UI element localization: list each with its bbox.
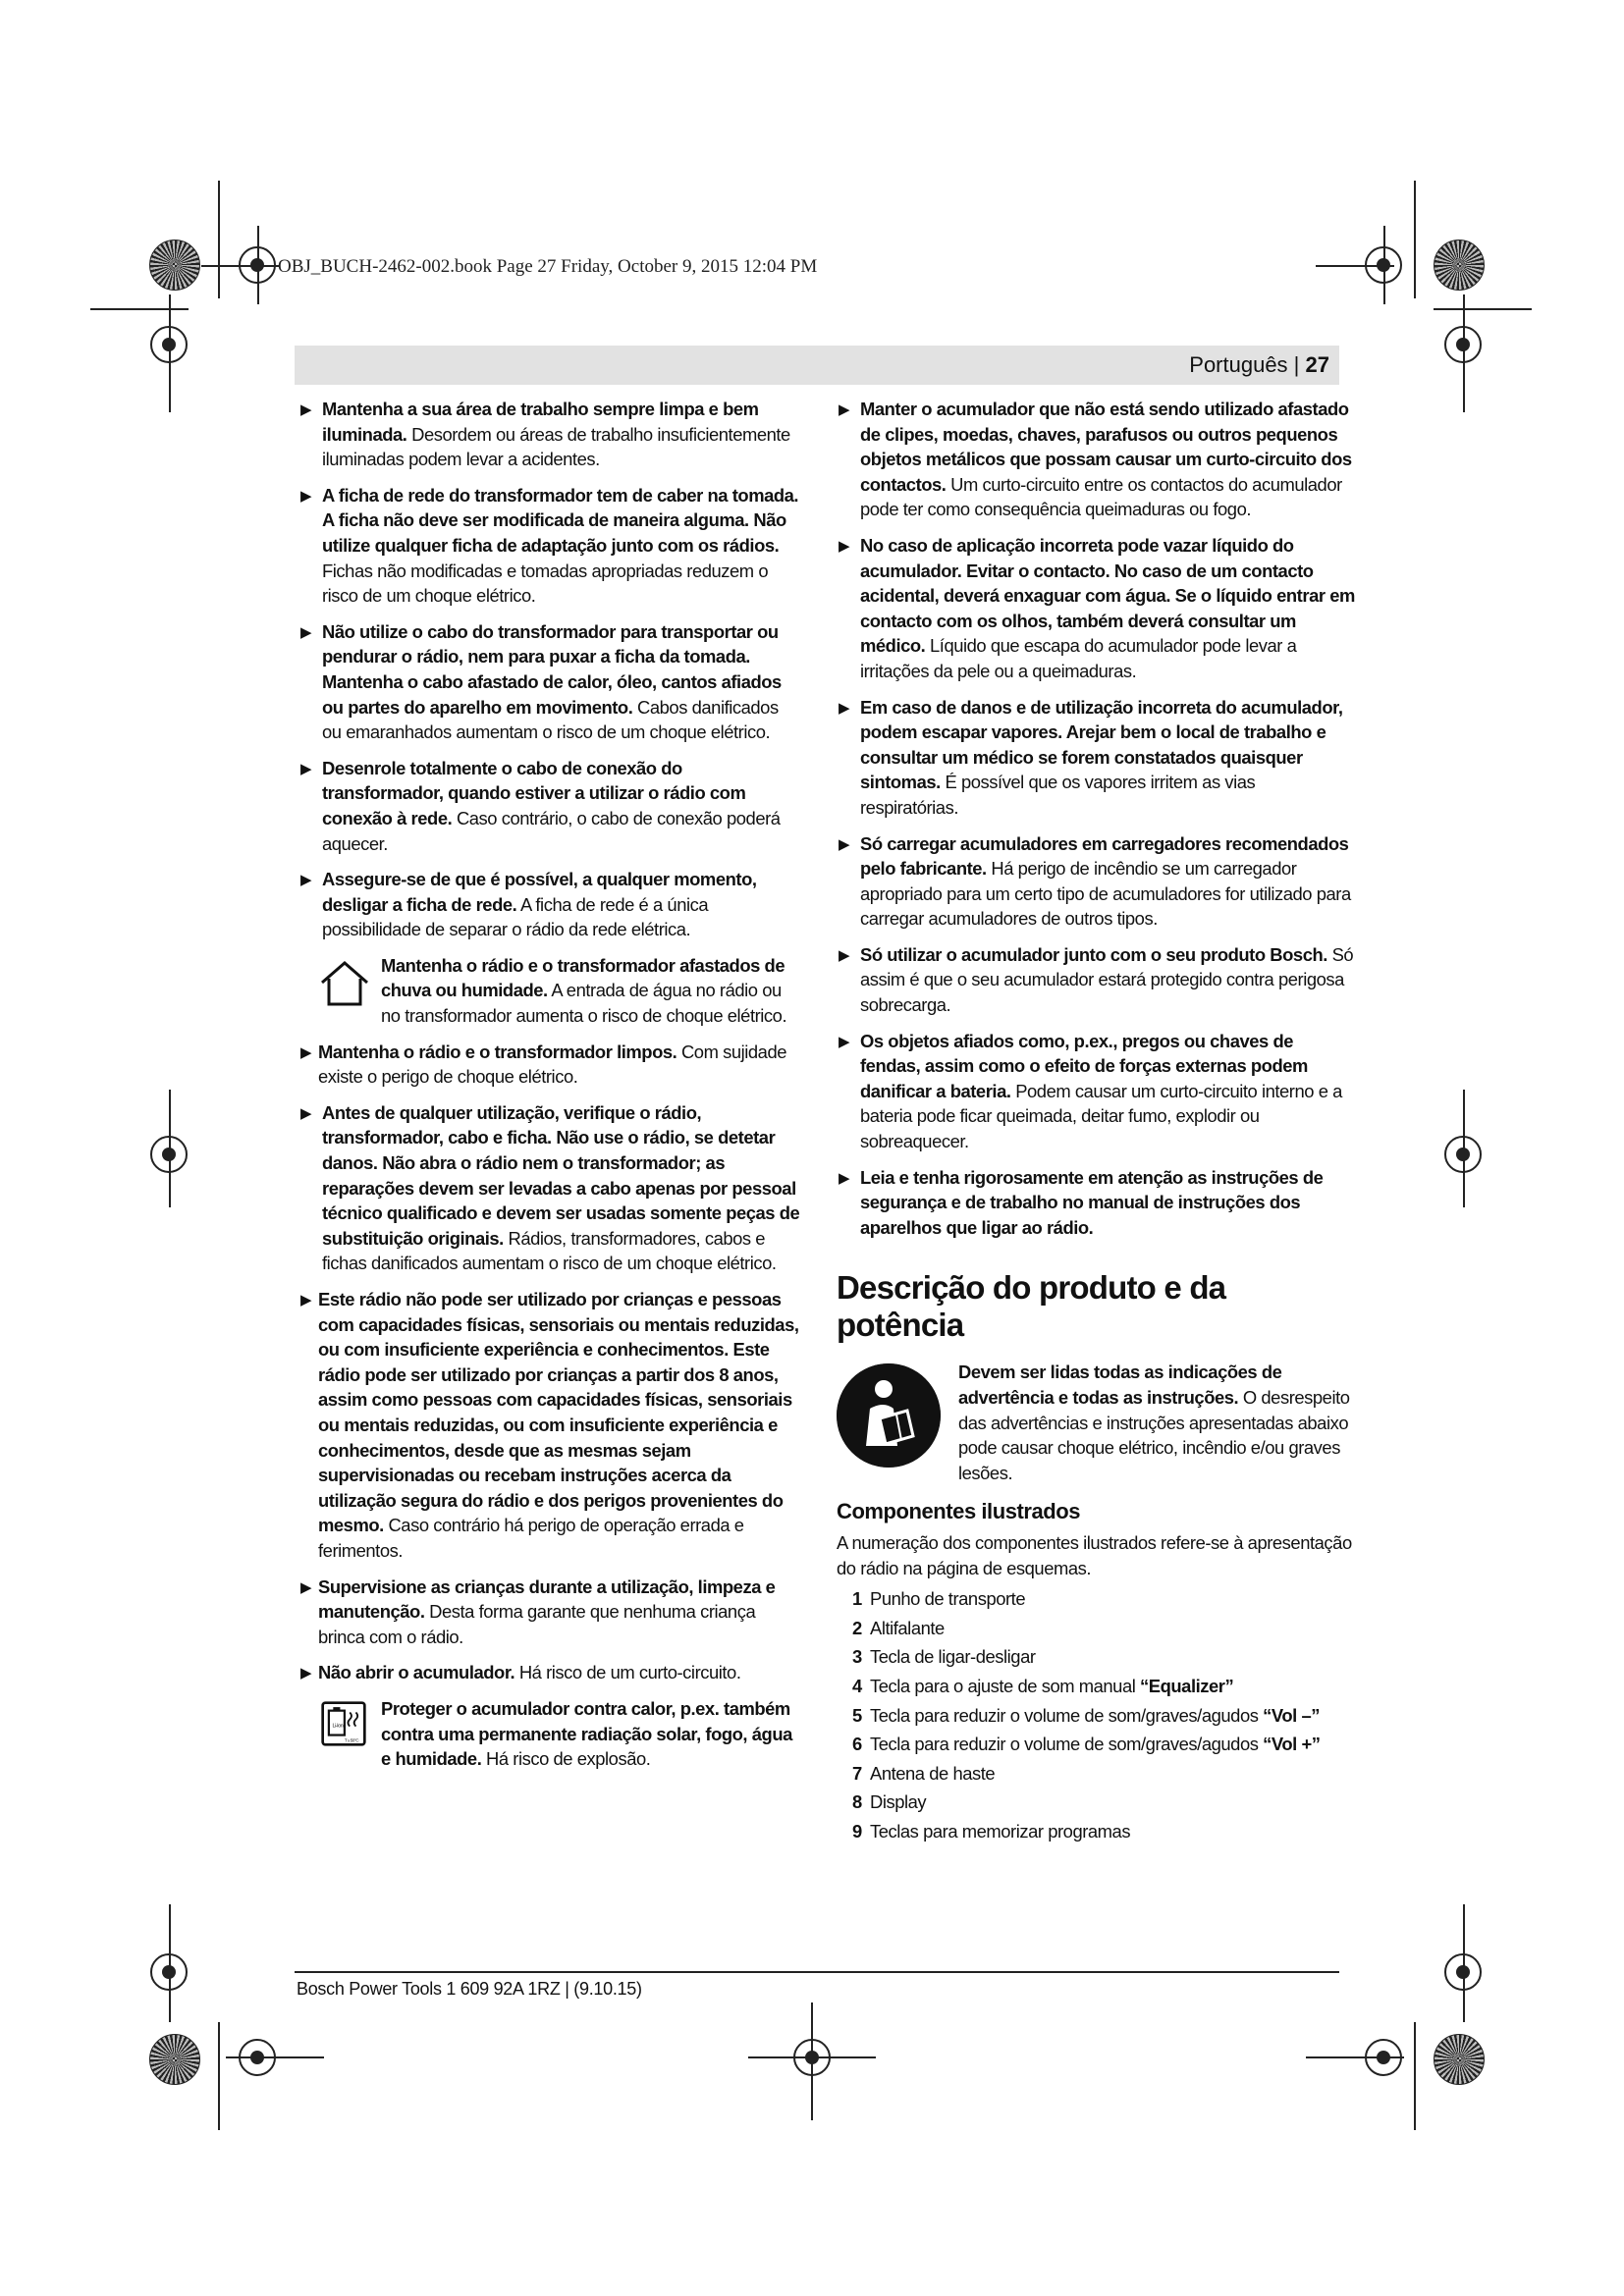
safety-item: ▶ Em caso de danos e de utilização incorreta do acumulador, podem escapar vapores. Arejar bem o local de trabalho e consultar um médico se forem constatados quaisquer sintomas. É possível que os vapores irritem as vias respiratórias. bbox=[839, 696, 1343, 818]
safety-item: ▶ Mantenha o rádio e o transformador limpos. Com sujidade existe o perigo de choque elétrico. bbox=[300, 1041, 787, 1088]
list-item: 2 Altifalante bbox=[852, 1617, 945, 1638]
safety-item: ▶ Os objetos afiados como, p.ex., pregos ou chaves de fendas, assim como o efeito de forças externas podem danificar a bateria. Podem causar um curto-circuito interno e a bateria pode ficar queimada, deitar fumo, explodir ou sobreaquecer. bbox=[839, 1030, 1342, 1152]
bullet-triangle-icon: ▶ bbox=[300, 623, 312, 641]
safety-item: ▶ Não abrir o acumulador. Há risco de um curto-circuito. bbox=[298, 1660, 801, 1685]
crop-mark bbox=[1383, 226, 1385, 304]
registration-crosshair bbox=[1444, 326, 1482, 363]
list-item: 3 Tecla de ligar-desligar bbox=[852, 1646, 1036, 1668]
bullet-triangle-icon: ▶ bbox=[300, 1578, 312, 1596]
registration-rosette-top-left bbox=[149, 240, 200, 291]
page-footer: Bosch Power Tools 1 609 92A 1RZ | (9.10.15) bbox=[297, 1979, 642, 1999]
bullet-triangle-icon: ▶ bbox=[300, 1665, 312, 1682]
components-list bbox=[837, 1586, 1357, 1843]
safety-item: ▶ Antes de qualquer utilização, verifique o rádio, transformador, cabo e ficha. Não use o rádio, se detetar danos. Não abra o rádio nem o transformador; as reparações devem ser levadas a cabo apenas por pessoal técnico qualificado e devem ser usadas somente peças de substituição originais. Rádios, transformadores, cabos e fichas danificados aumentam o risco de um choque elétrico. bbox=[300, 1101, 800, 1274]
safety-item: ▶ Mantenha a sua área de trabalho sempre limpa e bem iluminada. Desordem ou áreas de trabalho insuficientemente iluminadas podem levar a acidentes. bbox=[300, 399, 790, 470]
bullet-triangle-icon: ▶ bbox=[839, 946, 850, 964]
indoor-only-warning: Mantenha o rádio e o transformador afastados de chuva ou humidade. A entrada de água no rádio ou no transformador aumenta o risco de choque elétrico. bbox=[298, 953, 801, 1029]
registration-crosshair bbox=[1444, 1136, 1482, 1173]
running-head-separator: | bbox=[1287, 352, 1306, 377]
page-number: 27 bbox=[1305, 352, 1329, 377]
left-column bbox=[298, 397, 801, 1783]
safety-item: ▶ Assegure-se de que é possível, a qualquer momento, desligar a ficha de rede. A ficha de rede é a única possibilidade de separar o rádio da rede elétrica. bbox=[300, 869, 757, 940]
crop-mark bbox=[1414, 181, 1416, 298]
bullet-triangle-icon: ▶ bbox=[300, 487, 312, 505]
bullet-triangle-icon: ▶ bbox=[839, 699, 850, 717]
running-head-band bbox=[295, 346, 1339, 385]
section-title: Descrição do produto e da potência bbox=[837, 1269, 1226, 1344]
registration-crosshair bbox=[1444, 1953, 1482, 1991]
bullet-triangle-icon: ▶ bbox=[300, 1292, 312, 1308]
running-head-language: Português bbox=[1189, 352, 1288, 377]
registration-crosshair bbox=[239, 2039, 276, 2076]
battery-icon-temp: T ≤ 50°C bbox=[344, 1737, 359, 1743]
list-item: 7 Antena de haste bbox=[852, 1762, 996, 1784]
read-manual-icon bbox=[837, 1363, 941, 1468]
registration-rosette-bottom-right bbox=[1434, 2034, 1485, 2085]
bullet-triangle-icon: ▶ bbox=[300, 760, 312, 777]
battery-icon-label: Li-Ion bbox=[332, 1723, 344, 1730]
bullet-triangle-icon: ▶ bbox=[300, 1104, 312, 1122]
list-item: 9 Teclas para memorizar programas bbox=[852, 1820, 1131, 1842]
list-item: 5 Tecla para reduzir o volume de som/graves/agudos “Vol –” bbox=[852, 1704, 1320, 1726]
crop-mark bbox=[90, 308, 189, 310]
bullet-triangle-icon: ▶ bbox=[300, 872, 312, 889]
safety-item: ▶ Manter o acumulador que não está sendo utilizado afastado de clipes, moedas, chaves, parafusos ou outros pequenos objetos metálicos que possam causar um curto-circuito dos contactos. Um curto-circuito entre os contactos do acumulador pode ter como consequência queimaduras ou fogo. bbox=[839, 399, 1352, 520]
safety-item: ▶ Não utilize o cabo do transformador para transportar ou pendurar o rádio, nem para puxar a ficha da tomada. Mantenha o cabo afastado de calor, óleo, cantos afiados ou partes do aparelho em movimento. Cabos danificados ou emaranhados aumentam o risco de um choque elétrico. bbox=[300, 620, 782, 743]
crop-mark bbox=[218, 181, 220, 298]
safety-item: ▶ Só carregar acumuladores em carregadores recomendados pelo fabricante. Há perigo de incêndio se um carregador apropriado para um certo tipo de acumuladores for utilizado para carregar acumuladores de outros tipos. bbox=[839, 832, 1351, 930]
safety-item: ▶ Só utilizar o acumulador junto com o seu produto Bosch. Só assim é que o seu acumulador estará protegido contra perigosa sobrecarga. bbox=[839, 943, 1354, 1016]
crop-mark bbox=[1434, 308, 1532, 310]
battery-heat-icon bbox=[320, 1700, 367, 1747]
crop-mark bbox=[218, 2022, 220, 2130]
safety-item: ▶ Desenrole totalmente o cabo de conexão do transformador, quando estiver a utilizar o rádio com conexão à rede. Caso contrário, o cabo de conexão poderá aquecer. bbox=[300, 757, 781, 854]
registration-crosshair bbox=[150, 1953, 188, 1991]
bullet-triangle-icon: ▶ bbox=[839, 537, 850, 555]
list-item: 8 Display bbox=[852, 1791, 927, 1813]
bullet-triangle-icon: ▶ bbox=[839, 1169, 850, 1187]
battery-heat-warning: Li-Ion T ≤ 50°C Proteger o acumulador contra calor, p.ex. também contra uma permanente radiação solar, fogo, água e humidade. Há risco de explosão. bbox=[298, 1696, 801, 1772]
registration-crosshair bbox=[1365, 2039, 1402, 2076]
list-item: 1 Punho de transporte bbox=[852, 1588, 1026, 1610]
registration-rosette-bottom-left bbox=[149, 2034, 200, 2085]
safety-item: ▶ Este rádio não pode ser utilizado por crianças e pessoas com capacidades físicas, sensoriais ou mentais reduzidas, ou com insuficiente experiência e conhecimentos. Este rádio pode ser utilizado por crianças a partir dos 8 anos, assim como pessoas com capacidades físicas, sensoriais ou mentais reduzidas, ou com insuficiente experiência e conhecimentos, desde que as mesmas sejam supervisionadas ou recebam instruções acerca da utilização segura do rádio e dos perigos provenientes do mesmo. Caso contrário há perigo de operação errada e ferimentos. bbox=[300, 1289, 799, 1561]
bullet-triangle-icon: ▶ bbox=[839, 401, 850, 418]
bullet-triangle-icon: ▶ bbox=[300, 1043, 312, 1061]
subsection-title: Componentes ilustrados bbox=[837, 1499, 1081, 1524]
list-item: 6 Tecla para reduzir o volume de som/graves/agudos “Vol +” bbox=[852, 1734, 1321, 1755]
registration-crosshair bbox=[793, 2039, 831, 2076]
bullet-triangle-icon: ▶ bbox=[839, 835, 850, 853]
registration-crosshair bbox=[150, 326, 188, 363]
right-column bbox=[837, 397, 1357, 1848]
registration-rosette-top-right bbox=[1434, 240, 1485, 291]
registration-crosshair bbox=[150, 1136, 188, 1173]
footer-rule bbox=[295, 1971, 1339, 1973]
safety-item: ▶ No caso de aplicação incorreta pode vazar líquido do acumulador. Evitar o contacto. No caso de um contacto acidental, deverá enxaguar com água. Se o líquido entrar em contacto com os olhos, também deverá consultar um médico. Líquido que escapa do acumulador pode levar a irritações da pele ou a queimaduras. bbox=[839, 534, 1355, 681]
list-item: 4 Tecla para o ajuste de som manual “Equalizer” bbox=[852, 1675, 1234, 1696]
bullet-triangle-icon: ▶ bbox=[300, 401, 312, 418]
safety-item: ▶ Leia e tenha rigorosamente em atenção as instruções de segurança e de trabalho no manual de instruções dos aparelhos que ligar ao rádio. bbox=[839, 1166, 1324, 1238]
bullet-triangle-icon: ▶ bbox=[839, 1033, 850, 1050]
safety-item: ▶ A ficha de rede do transformador tem de caber na tomada. A ficha não deve ser modificada de maneira alguma. Não utilize qualquer ficha de adaptação junto com os rádios. Fichas não modificadas e tomadas apropriadas reduzem o risco de um choque elétrico. bbox=[300, 484, 799, 607]
print-header: OBJ_BUCH-2462-002.book Page 27 Friday, October 9, 2015 12:04 PM bbox=[278, 256, 818, 277]
components-intro: A numeração dos componentes ilustrados refere-se à apresentação do rádio na página de esquemas. bbox=[837, 1531, 1352, 1578]
crop-mark bbox=[1414, 2022, 1416, 2130]
safety-item: ▶ Supervisione as crianças durante a utilização, limpeza e manutenção. Desta forma garante que nenhuma criança brinca com o rádio. bbox=[300, 1575, 776, 1647]
read-instructions-warning: Devem ser lidas todas as indicações de advertência e todas as instruções. O desrespeito das advertências e instruções apresentadas abaixo pode causar choque elétrico, incêndio e/ou graves lesões. bbox=[837, 1360, 1357, 1485]
crop-mark bbox=[257, 226, 259, 304]
house-icon bbox=[318, 957, 371, 1010]
running-head bbox=[1189, 352, 1329, 378]
